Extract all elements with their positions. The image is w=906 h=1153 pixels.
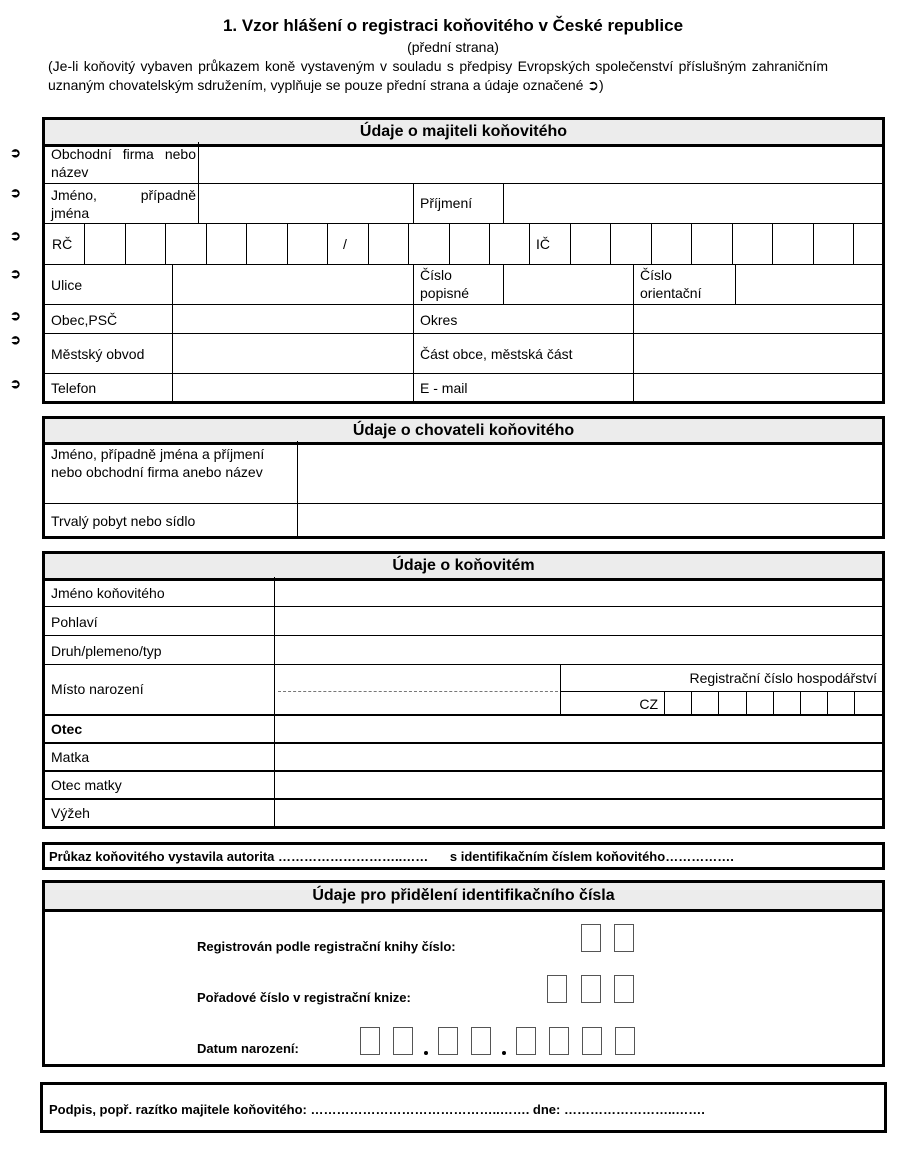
email-label: E - mail	[420, 380, 468, 396]
breeder-address-label: Trvalý pobyt nebo sídlo	[51, 513, 196, 529]
rc-digit-box[interactable]	[207, 224, 246, 264]
farm-reg-digit-box[interactable]	[773, 691, 774, 714]
marker-arrow-icon: ➲	[10, 266, 21, 281]
passport-authority-text[interactable]: Průkaz koňovitého vystavila autorita ………………………..…… s identifikačním číslem koňovitého…………….	[49, 849, 734, 864]
instruction-note: (Je-li koňovitý vybaven průkazem koně vystaveným v souladu s předpisy Evropských společenství příslušným zahraničním uznaným chovatelským sdružením, vyplňuje se pouze přední strana a údaje označené ➲)	[48, 58, 828, 93]
birthplace-field[interactable]	[275, 665, 560, 714]
street-field[interactable]	[173, 265, 413, 304]
rc-digit-box[interactable]	[369, 224, 408, 264]
farm-reg-digit-box[interactable]	[746, 691, 747, 714]
ic-digit-box[interactable]	[773, 224, 812, 264]
birth-year-box[interactable]	[516, 1027, 536, 1055]
birth-day-box[interactable]	[393, 1027, 413, 1055]
borough-field[interactable]	[173, 334, 413, 373]
company-label: Obchodní firma nebo název	[51, 146, 196, 180]
country-prefix: CZ	[639, 696, 658, 712]
rc-digit-box[interactable]	[450, 224, 489, 264]
company-field[interactable]	[200, 142, 883, 182]
breed-field[interactable]	[275, 636, 883, 664]
house-number-label: Číslo popisné	[420, 267, 470, 301]
sire-label: Otec	[51, 721, 83, 737]
ic-digit-box[interactable]	[490, 224, 529, 264]
signature-box	[40, 1082, 887, 1133]
signature-text[interactable]: Podpis, popř. razítko majitele koňovitého: ……………………………………..……. dne: ……………………..…….	[49, 1102, 705, 1117]
owner-heading: Údaje o majiteli koňovitého	[45, 120, 882, 147]
city-zip-label: Obec,PSČ	[51, 312, 118, 328]
birthplace-dotted-line	[278, 691, 558, 692]
first-name-field[interactable]	[200, 184, 412, 223]
sex-label: Pohlaví	[51, 614, 98, 630]
breed-label: Druh/plemeno/typ	[51, 643, 162, 659]
street-label: Ulice	[51, 277, 83, 293]
passport-box	[42, 842, 885, 870]
page-title: 1. Vzor hlášení o registraci koňovitého v České republice	[222, 16, 684, 35]
order-number-box[interactable]	[614, 975, 634, 1003]
farm-reg-digit-box[interactable]	[718, 691, 719, 714]
breeding-label: Výžeh	[51, 805, 90, 821]
dam-label: Matka	[51, 749, 90, 765]
ic-digit-box[interactable]	[571, 224, 610, 264]
birth-year-box[interactable]	[615, 1027, 635, 1055]
phone-field[interactable]	[173, 374, 413, 401]
marker-arrow-icon: ➲	[10, 228, 21, 243]
birthplace-label: Místo narození	[51, 681, 144, 697]
horse-name-label: Jméno koňovitého	[51, 585, 165, 601]
date-separator-dot	[502, 1051, 506, 1055]
rc-digit-box[interactable]	[166, 224, 205, 264]
city-zip-field[interactable]	[173, 305, 413, 333]
breeding-field[interactable]	[275, 800, 883, 827]
rc-digit-box[interactable]	[288, 224, 327, 264]
marker-arrow-icon: ➲	[10, 308, 21, 323]
marker-arrow-icon: ➲	[10, 145, 21, 160]
birth-date-label: Datum narození:	[197, 1041, 299, 1056]
birth-month-box[interactable]	[471, 1027, 491, 1055]
house-number-field[interactable]	[504, 265, 633, 304]
id-number-heading: Údaje pro přidělení identifikačního čísla	[45, 883, 882, 912]
horse-name-field[interactable]	[275, 578, 883, 606]
ic-digit-box[interactable]	[652, 224, 691, 264]
birth-year-box[interactable]	[582, 1027, 602, 1055]
rc-digit-box[interactable]	[85, 224, 124, 264]
birth-day-box[interactable]	[360, 1027, 380, 1055]
order-number-box[interactable]	[581, 975, 601, 1003]
marker-arrow-icon: ➲	[10, 185, 21, 200]
dam-field[interactable]	[275, 744, 883, 770]
surname-field[interactable]	[505, 184, 883, 223]
birth-month-box[interactable]	[438, 1027, 458, 1055]
breeder-heading: Údaje o chovateli koňovitého	[45, 419, 882, 445]
phone-label: Telefon	[51, 380, 97, 396]
ic-digit-box[interactable]	[854, 224, 893, 264]
surname-label: Příjmení	[420, 195, 473, 211]
id-number-section	[42, 880, 885, 1067]
rc-separator: /	[343, 236, 347, 252]
rc-label: RČ	[52, 236, 73, 252]
farm-reg-digit-box[interactable]	[664, 691, 665, 714]
ic-digit-box[interactable]	[733, 224, 772, 264]
farm-reg-digit-box[interactable]	[691, 691, 692, 714]
page-subtitle: (přední strana)	[407, 39, 499, 55]
ic-label: IČ	[536, 236, 550, 252]
dam-sire-label: Otec matky	[51, 777, 122, 793]
ic-digit-box[interactable]	[611, 224, 650, 264]
horse-heading: Údaje o koňovitém	[45, 554, 882, 581]
rc-ic-divider	[327, 223, 328, 264]
farm-reg-digit-box[interactable]	[827, 691, 828, 714]
book-number-box[interactable]	[614, 924, 634, 952]
borough-label: Městský obvod	[51, 346, 145, 362]
municipality-part-label: Část obce, městská část	[420, 346, 573, 362]
municipality-part-field[interactable]	[634, 334, 883, 373]
breeder-name-label: Jméno, případně jména a příjmení nebo obchodní firma anebo název	[51, 446, 265, 480]
breeder-name-field[interactable]	[298, 441, 883, 503]
first-name-label: Jméno, případně jména	[51, 187, 196, 221]
email-field[interactable]	[634, 374, 883, 401]
breeder-address-field[interactable]	[298, 504, 883, 537]
order-number-label: Pořadové číslo v registrační knize:	[197, 990, 411, 1005]
marker-arrow-icon: ➲	[10, 332, 21, 347]
dam-sire-field[interactable]	[275, 772, 883, 798]
birth-year-box[interactable]	[549, 1027, 569, 1055]
rc-digit-box[interactable]	[247, 224, 286, 264]
ic-digit-box[interactable]	[814, 224, 853, 264]
sire-field[interactable]	[275, 716, 883, 742]
book-number-label: Registrován podle registrační knihy číslo:	[197, 939, 456, 954]
book-number-box[interactable]	[581, 924, 601, 952]
date-separator-dot	[424, 1051, 428, 1055]
district-field[interactable]	[634, 305, 883, 333]
order-number-box[interactable]	[547, 975, 567, 1003]
rc-ic-divider	[529, 223, 530, 264]
farm-reg-digit-box[interactable]	[800, 691, 801, 714]
orientation-number-label: Číslo orientační	[640, 267, 702, 301]
sex-field[interactable]	[275, 607, 883, 635]
marker-arrow-icon: ➲	[10, 376, 21, 391]
ic-digit-box[interactable]	[692, 224, 731, 264]
rc-digit-box[interactable]	[126, 224, 165, 264]
district-label: Okres	[420, 312, 458, 328]
farm-reg-label: Registrační číslo hospodářství	[689, 670, 877, 686]
rc-digit-box[interactable]	[409, 224, 448, 264]
orientation-number-field[interactable]	[736, 265, 883, 304]
farm-reg-digit-box[interactable]	[854, 691, 855, 714]
